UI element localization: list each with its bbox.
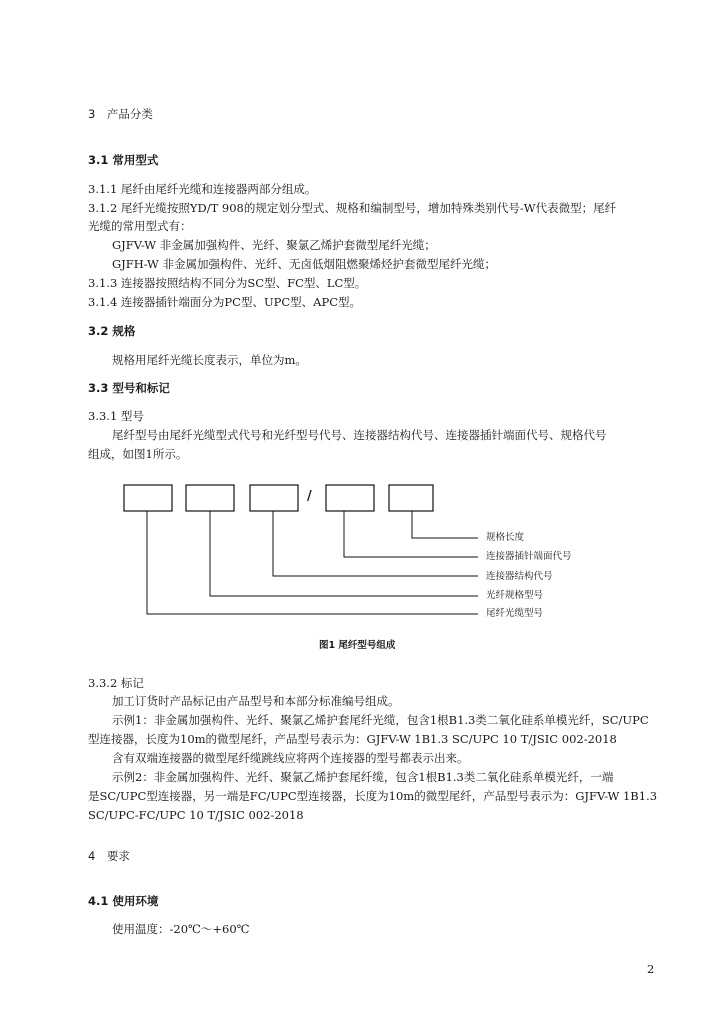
section-3-3-heading: 3.3 型号和标记 (88, 381, 170, 395)
leader-cable-type (147, 511, 478, 614)
section-3-1-heading: 3.1 常用型式 (88, 153, 159, 167)
clause-3-1-2-line1: 3.1.2 尾纤光缆按照YD/T 908的规定划分型式、规格和编制型号，增加特殊类别代号-W代表微型；尾纤 (88, 201, 617, 215)
dual-connector-note: 含有双端连接器的微型尾纤缆跳线应将两个连接器的型号都表示出来。 (112, 751, 469, 765)
section-4-heading: 4 要求 (88, 849, 130, 863)
leader-connector-structure (273, 511, 478, 576)
section-3-2-heading: 3.2 规格 (88, 324, 136, 338)
clause-3-3-2: 3.3.2 标记 (88, 676, 144, 690)
gjfv-w-item: GJFV-W 非金属加强构件、光纤、聚氯乙烯护套微型尾纤光缆； (112, 238, 436, 252)
clause-4-1-text: 使用温度：-20℃～+60℃ (112, 922, 250, 936)
leader-length (412, 511, 478, 538)
example-2-line3: SC/UPC-FC/UPC 10 T/JSIC 002-2018 (88, 808, 304, 822)
box-length (389, 485, 433, 511)
box-fiber-spec (186, 485, 234, 511)
clause-3-3-1-line2: 组成，如图1所示。 (88, 447, 188, 461)
box-cable-type (124, 485, 172, 511)
figure-slash: / (307, 489, 312, 504)
clause-3-1-1: 3.1.1 尾纤由尾纤光缆和连接器两部分组成。 (88, 182, 317, 196)
figure-1-caption: 图1 尾纤型号组成 (319, 640, 396, 651)
clause-3-3-2-text: 加工订货时产品标记由产品型号和本部分标准编号组成。 (112, 694, 400, 708)
clause-3-1-3: 3.1.3 连接器按照结构不同分为SC型、FC型、LC型。 (88, 276, 367, 290)
gjfh-w-item: GJFH-W 非金属加强构件、光纤、无卤低烟阻燃聚烯烃护套微型尾纤光缆； (112, 257, 497, 271)
box-endface (326, 485, 374, 511)
page-number: 2 (647, 962, 655, 976)
leader-endface (344, 511, 478, 557)
clause-3-3-1: 3.3.1 型号 (88, 409, 144, 423)
clause-3-3-1-line1: 尾纤型号由尾纤光缆型式代号和光纤型号代号、连接器结构代号、连接器插针端面代号、规格代号 (112, 428, 607, 442)
label-cable-type: 尾纤光缆型号 (486, 608, 544, 619)
box-connector-structure (250, 485, 298, 511)
clause-3-2-text: 规格用尾纤光缆长度表示，单位为m。 (112, 353, 307, 367)
example-1-line2: 型连接器，长度为10m的微型尾纤，产品型号表示为：GJFV-W 1B1.3 SC/UPC 10 T/JSIC 002-2018 (88, 732, 617, 746)
clause-3-1-2-line2: 光缆的常用型式有： (88, 219, 192, 233)
label-connector-structure: 连接器结构代号 (486, 571, 553, 582)
example-2-line2: 是SC/UPC型连接器，另一端是FC/UPC型连接器，长度为10m的微型尾纤，产品型号表示为：GJFV-W 1B1.3 (88, 789, 658, 803)
label-length: 规格长度 (486, 532, 525, 543)
example-2-line1: 示例2：非金属加强构件、光纤、聚氯乙烯护套尾纤缆，包含1根B1.3类二氧化硅系单模光纤，一端 (112, 770, 614, 784)
section-4-1-heading: 4.1 使用环境 (88, 894, 159, 908)
label-fiber-spec: 光纤规格型号 (486, 590, 544, 601)
clause-3-1-4: 3.1.4 连接器插针端面分为PC型、UPC型、APC型。 (88, 295, 362, 309)
example-1-line1: 示例1：非金属加强构件、光纤、聚氯乙烯护套尾纤光缆，包含1根B1.3类二氧化硅系单模光纤，SC/UPC (112, 713, 649, 727)
label-endface: 连接器插针端面代号 (486, 551, 572, 562)
section-3-heading: 3 产品分类 (88, 107, 153, 121)
